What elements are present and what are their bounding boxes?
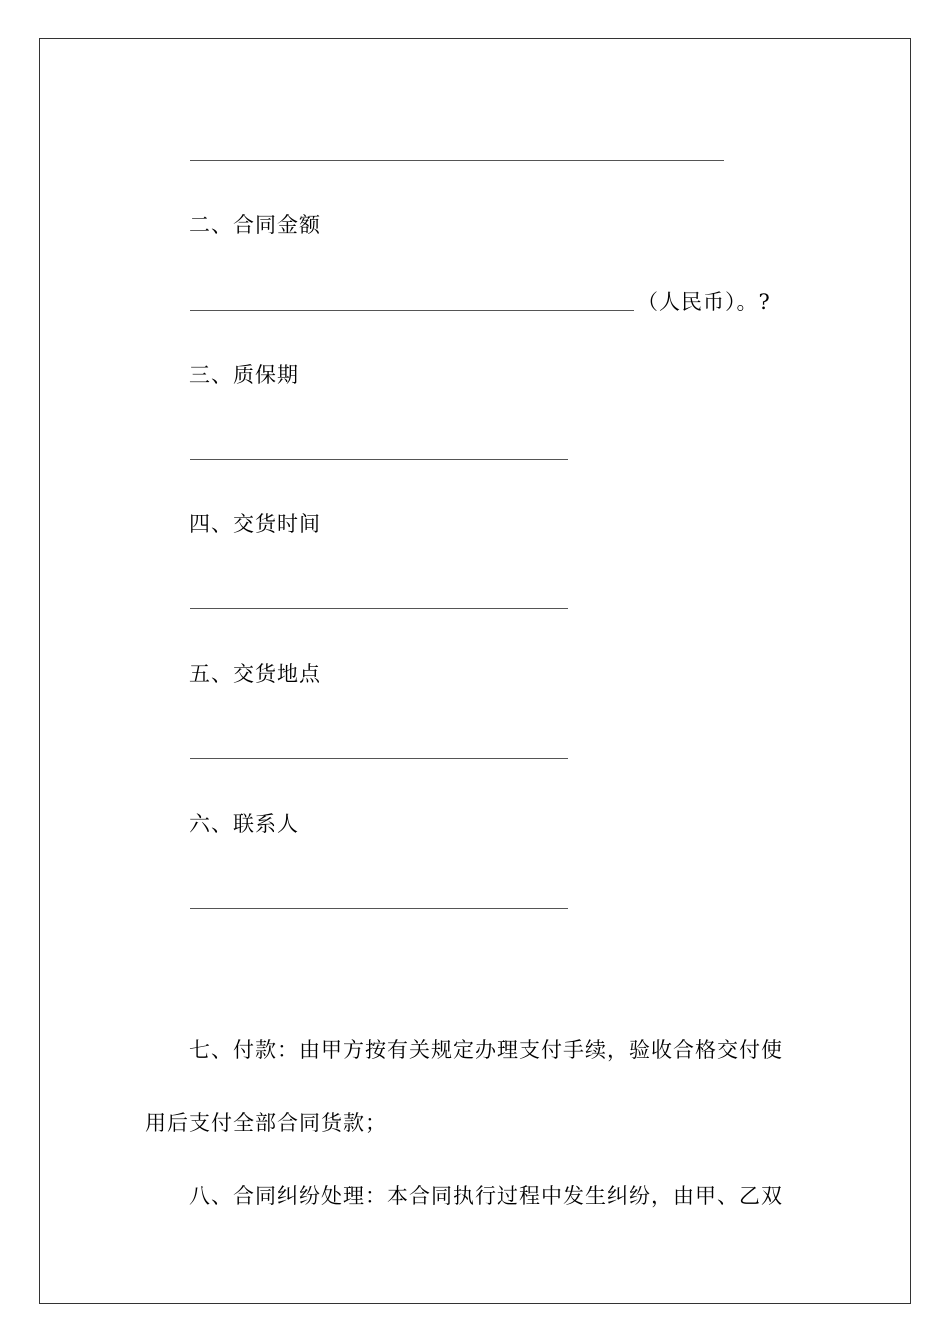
heading-warranty-period: 三、质保期 — [189, 363, 299, 387]
heading-contact-person: 六、联系人 — [189, 812, 299, 836]
clause-payment-line-2: 用后支付全部合同货款； — [145, 1111, 387, 1135]
blank-line-item-description — [190, 160, 724, 161]
clause-payment-line-1: 七、付款：由甲方按有关规定办理支付手续，验收合格交付使 — [189, 1038, 783, 1062]
heading-contract-amount: 二、合同金额 — [189, 213, 321, 237]
blank-line-contract-amount — [190, 310, 634, 311]
blank-line-warranty-period — [190, 459, 568, 460]
clause-dispute-line-1: 八、合同纠纷处理：本合同执行过程中发生纠纷，由甲、乙双 — [189, 1184, 783, 1208]
blank-line-delivery-place — [190, 758, 568, 759]
heading-delivery-time: 四、交货时间 — [189, 512, 321, 536]
blank-line-delivery-time — [190, 608, 568, 609]
amount-currency-note: （人民币）。? — [637, 290, 771, 314]
heading-delivery-place: 五、交货地点 — [189, 662, 321, 686]
blank-line-contact-person — [190, 908, 568, 909]
